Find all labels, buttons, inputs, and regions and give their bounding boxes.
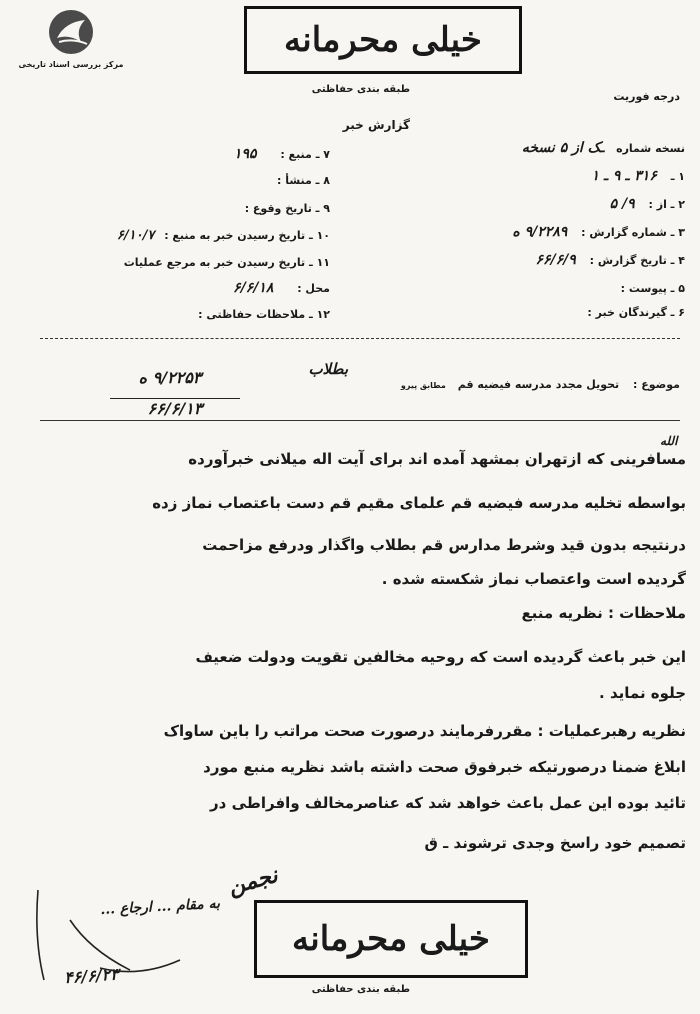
body-line-2: بواسطه تخلیه مدرسه فیضیه قم علمای مقیم قم دست باعتصاب نماز زده [152, 494, 686, 512]
opinion-line-4: تصمیم خود راسخ وجدی ترشوند ـ ق [424, 834, 686, 852]
left-field-ops-date: ۱۱ ـ تاریخ رسیدن خبر به مرجع عملیات [123, 256, 330, 269]
left-field-source: ۷ ـ منبع : ۱۹۵ [233, 146, 330, 162]
left-field-occurrence-date: ۹ ـ تاریخ وقوع : [244, 202, 330, 215]
margin-note: الله [660, 434, 678, 448]
right-field-1: ۱ ـ ۳۱۶ ـ ۹ ـ ۱ [591, 168, 685, 184]
top-classification-stamp [244, 6, 522, 74]
notes-line-1: این خبر باعث گردیده است که روحیه مخالفین تقویت ودولت ضعیف [195, 648, 686, 666]
right-field-recipients: ۶ ـ گیرندگان خبر : [587, 306, 685, 319]
left-field-place: محل : ۶/۶/۱۸ [233, 280, 330, 296]
subject-divider [40, 420, 680, 421]
notes-line-2: جلوه نماید . [599, 684, 686, 702]
body-line-1: مسافرینی که ازتهران بمشهد آمده اند برای آیت اله میلانی خبرآورده [188, 450, 686, 468]
subject-ref-date: ۶۶/۶/۱۳ [110, 398, 240, 418]
notes-heading: ملاحظات : نظریه منبع [521, 604, 686, 622]
left-field-origin: ۸ ـ منشأ : [277, 174, 330, 187]
left-field-security-notes: ۱۲ ـ ملاحظات حفاظتی : [198, 308, 330, 321]
top-stamp-text: خیلی محرمانه [284, 20, 482, 60]
bottom-stamp-text: خیلی محرمانه [292, 919, 490, 959]
right-field-copy: نسخه شماره ـک از ۵ نسخه [521, 140, 685, 156]
handwritten-date: ۴۶/۶/۲۳ [63, 964, 120, 988]
archive-logo [15, 8, 127, 68]
subject-text: تحویل مجدد مدرسه فیضیه قم [457, 378, 620, 391]
report-title: گزارش خبر [342, 118, 410, 132]
body-line-4: گردیده است واعتصاب نماز شکسته شده . [381, 570, 686, 588]
subject-ref-number: ۹/۲۲۵۳ ه [138, 368, 202, 387]
opinion-line-3: تائید بوده این عمل باعث خواهد شد که عناصرمخالف وافراطی در [210, 794, 686, 812]
right-field-attachment: ۵ ـ پیوست : [620, 282, 685, 295]
top-stamp-caption: طبقه بندی حفاظتی [311, 84, 410, 95]
opinion-line-2: ابلاغ ضمنا درصورتیکه خبرفوق صحت داشته باشد نظریه منبع مورد [203, 758, 686, 776]
bottom-classification-stamp [254, 900, 528, 978]
subject-handwritten: بطلاب [308, 360, 348, 378]
handwritten-scribble-icon [30, 880, 240, 990]
priority-label: درجه فوریت [613, 90, 680, 103]
right-field-from: ۲ ـ از : ۹/ ۵ [609, 196, 685, 212]
subject-small-note: مطابق پیرو [400, 381, 446, 390]
signature: نجمن [225, 861, 281, 901]
right-field-report-date: ۴ ـ تاریخ گزارش : ۶۶/۶/۹ [535, 252, 685, 268]
left-field-source-date: ۱۰ ـ تاریخ رسیدن خبر به منبع : ۶/۱۰/۷ [116, 228, 330, 243]
right-field-report-number: ۳ ـ شماره گزارش : ۹/۲۲۸۹ ه [512, 224, 685, 240]
subject-label: موضوع : [633, 378, 680, 391]
body-line-3: درنتیجه بدون قید وشرط مدارس قم بطلاب واگذار ودرفع مزاحمت [202, 536, 686, 554]
handwritten-referral: به مقام ... ارجاع ... [100, 895, 221, 919]
archive-logo-text: مرکز بررسی اسناد تاریخی [18, 60, 124, 69]
archive-logo-icon [15, 8, 127, 56]
opinion-line-1: نظریه رهبرعملیات : مقررفرمایند درصورت صحت مراتب را باین ساواک [163, 722, 686, 740]
bottom-stamp-caption: طبقه بندی حفاظتی [311, 984, 410, 995]
dotted-line [40, 338, 680, 339]
